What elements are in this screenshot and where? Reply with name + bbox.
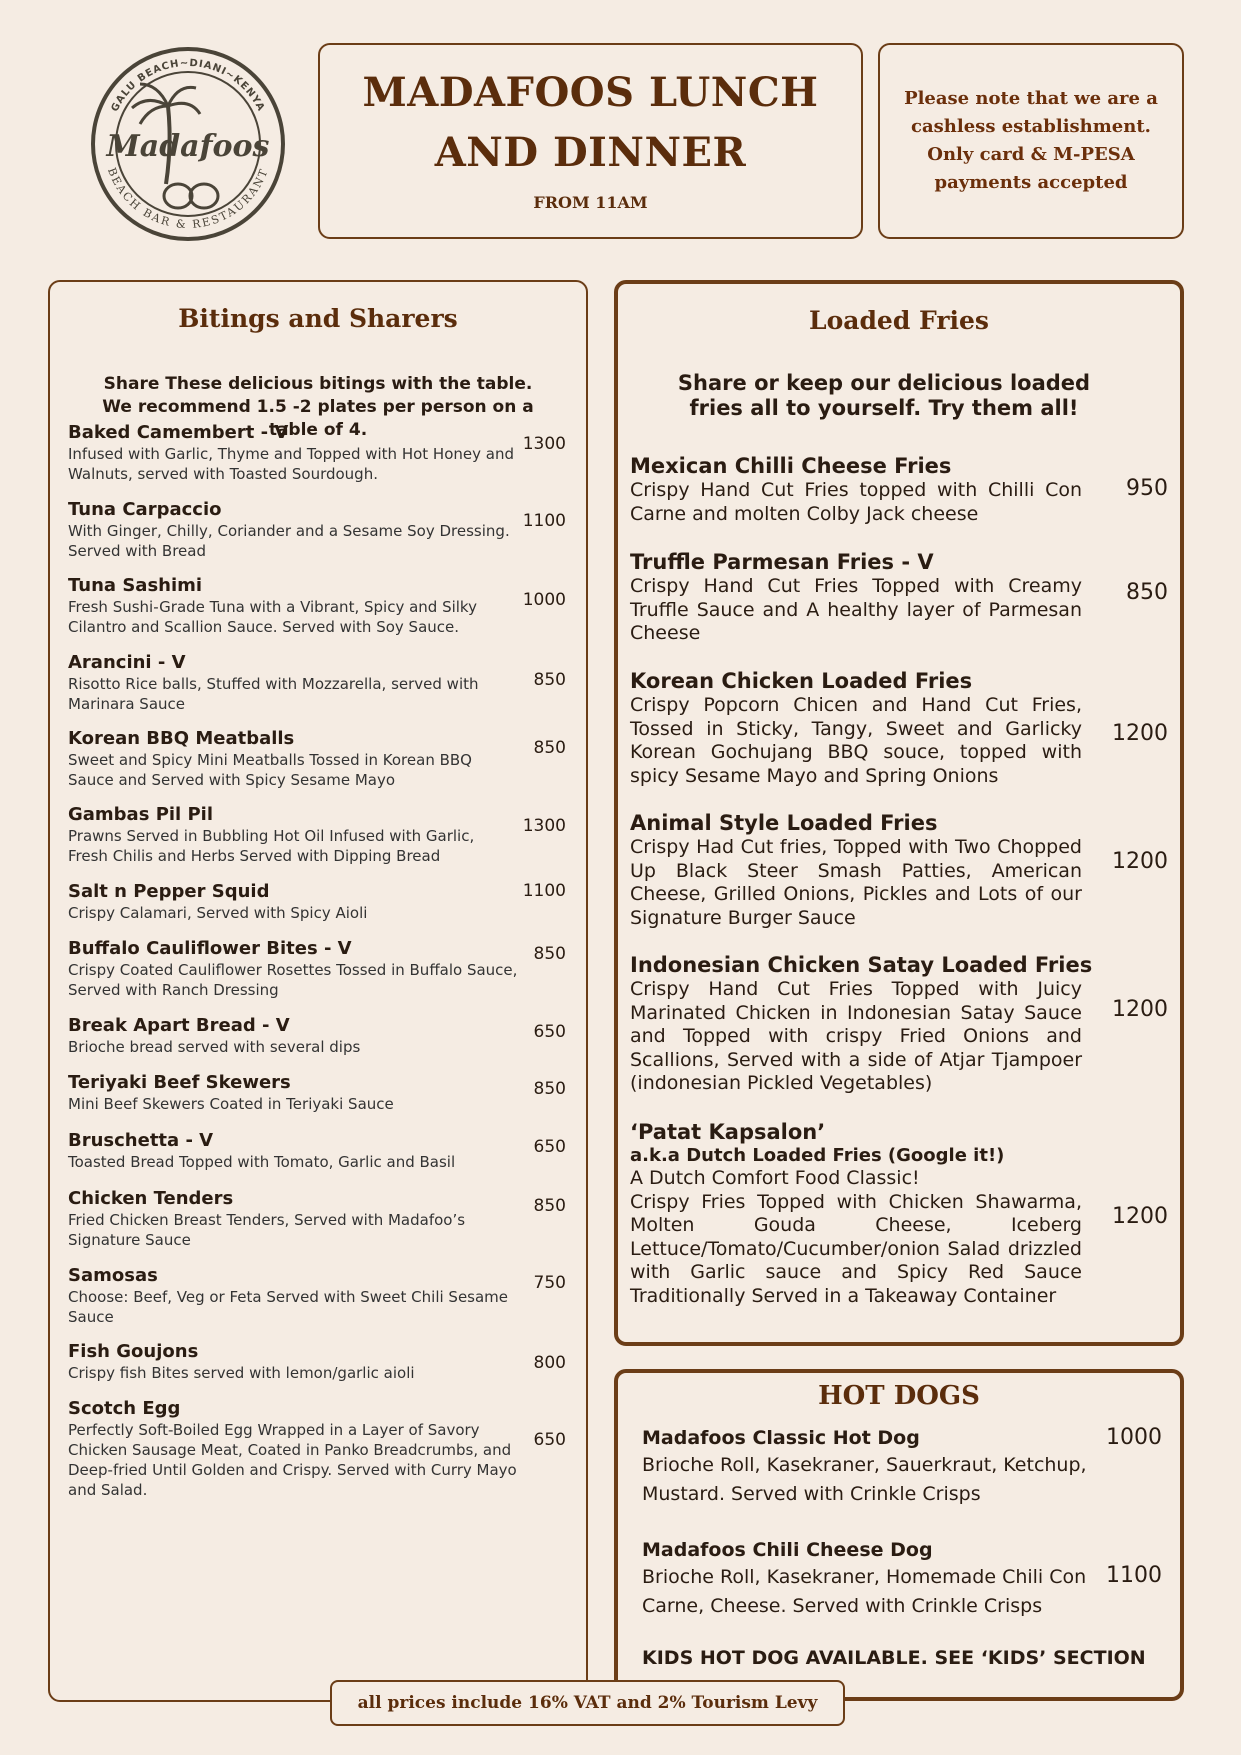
list-item	[68, 1015, 568, 1057]
item-name: Gambas Pil Pil	[68, 804, 214, 825]
item-price: 1300	[522, 434, 566, 454]
item-description: Brioche Roll, Kasekraner, Sauerkraut, Ketchup, Mustard. Served with Crinkle Crisps	[642, 1454, 1087, 1505]
logo-name: Madafoos	[106, 129, 270, 164]
item-price: 850	[533, 670, 566, 690]
item-price: 1200	[1112, 997, 1168, 1022]
item-description-intro: A Dutch Comfort Food Classic!	[630, 1167, 920, 1189]
item-price: 650	[533, 1430, 566, 1450]
item-name: Truffle Parmesan Fries - V	[630, 550, 934, 574]
item-name: Korean BBQ Meatballs	[68, 728, 295, 749]
list-item	[630, 550, 1170, 646]
item-name: Madafoos Chili Cheese Dog	[642, 1539, 933, 1561]
item-price: 650	[533, 1022, 566, 1042]
item-description: Prawns Served in Bubbling Hot Oil Infused with Garlic, Fresh Chilis and Herbs Served with Dipping Bread	[68, 827, 475, 865]
item-description: Infused with Garlic, Thyme and Topped with Hot Honey and Walnuts, served with Toasted Sourdough.	[68, 445, 514, 483]
list-item	[630, 1120, 1170, 1308]
cashless-notice	[878, 43, 1184, 239]
item-name: ‘Patat Kapsalon’	[630, 1120, 826, 1144]
item-description: Crispy Hand Cut Fries topped with Chilli Con Carne and molten Colby Jack cheese	[630, 479, 1082, 525]
item-description: Crispy Hand Cut Fries Topped with Juicy Marinated Chicken in Indonesian Satay Sauce and Topped with crispy Fried Onions and Scallions, Served with a side of Atjar Tjampoer (indonesian Pickled Vegetables)	[630, 978, 1082, 1094]
item-price: 1000	[522, 590, 566, 610]
item-name: Baked Camembert - V	[68, 422, 289, 443]
list-item	[68, 1265, 568, 1327]
item-description: With Ginger, Chilly, Coriander and a Sesame Soy Dressing. Served with Bread	[68, 522, 510, 560]
item-description: Perfectly Soft-Boiled Egg Wrapped in a Layer of Savory Chicken Sausage Meat, Coated in Panko Breadcrumbs, and Deep-fried Until Golden and Crispy. Served with Curry Mayo and Salad.	[68, 1421, 517, 1499]
item-name: Fish Goujons	[68, 1341, 199, 1362]
list-item	[630, 454, 1170, 526]
logo-bottom-text: BEACH BAR & RESTAURANT	[105, 165, 271, 232]
loaded-fries-section	[614, 280, 1184, 1346]
item-name: Chicken Tenders	[68, 1188, 234, 1209]
list-item	[68, 1398, 568, 1500]
list-item	[68, 499, 568, 561]
item-price: 1100	[522, 511, 566, 531]
item-description: Brioche bread served with several dips	[68, 1038, 361, 1056]
item-price: 1200	[1112, 849, 1168, 874]
item-price: 800	[533, 1353, 566, 1373]
item-description: Crispy Had Cut fries, Topped with Two Chopped Up Black Steer Smash Patties, American Cheese, Grilled Onions, Pickles and Lots of our Signature Burger Sauce	[630, 836, 1082, 929]
list-item	[68, 575, 568, 637]
item-description: Fried Chicken Breast Tenders, Served with Madafoo’s Signature Sauce	[68, 1211, 466, 1249]
list-item	[68, 938, 568, 1000]
item-description: Toasted Bread Topped with Tomato, Garlic and Basil	[68, 1153, 456, 1171]
bitings-section	[48, 280, 588, 1702]
item-description: Sweet and Spicy Mini Meatballs Tossed in Korean BBQ Sauce and Served with Spicy Sesame Mayo	[68, 751, 472, 789]
price-footer: all prices include 16% VAT and 2% Tourism Levy	[330, 1680, 845, 1726]
item-price: 1100	[522, 881, 566, 901]
list-item	[642, 1425, 1172, 1509]
item-name: Salt n Pepper Squid	[68, 881, 270, 902]
list-item	[68, 1130, 568, 1172]
item-description: Risotto Rice balls, Stuffed with Mozzarella, served with Marinara Sauce	[68, 675, 479, 713]
item-name: Buffalo Cauliflower Bites - V	[68, 938, 352, 959]
list-item	[68, 1188, 568, 1250]
list-item	[630, 953, 1170, 1096]
item-price: 1200	[1112, 1204, 1168, 1229]
item-name: Teriyaki Beef Skewers	[68, 1072, 291, 1093]
item-price: 750	[533, 1273, 566, 1293]
fries-intro: Share or keep our delicious loaded fries all to yourself. Try them all!	[677, 371, 1091, 420]
hotdogs-title: HOT DOGS	[818, 1381, 980, 1411]
item-description	[630, 1167, 1082, 1308]
item-description: Crispy fish Bites served with lemon/garlic aioli	[68, 1364, 415, 1382]
item-name: Mexican Chilli Cheese Fries	[630, 454, 952, 478]
list-item	[68, 804, 568, 866]
item-name: Arancini - V	[68, 652, 186, 673]
item-price: 850	[533, 1079, 566, 1099]
fries-title: Loaded Fries	[809, 306, 989, 335]
item-name: Indonesian Chicken Satay Loaded Fries	[630, 953, 1093, 977]
item-price: 1300	[522, 816, 566, 836]
bitings-title: Bitings and Sharers	[178, 304, 458, 333]
list-item	[68, 881, 568, 923]
item-price: 1200	[1112, 721, 1168, 746]
cashless-notice-text: Please note that we are a cashless establishment. Only card & M-PESA payments accepted	[904, 88, 1158, 193]
item-price: 850	[533, 1196, 566, 1216]
logo-top-text: GALU BEACH~DIANI~KENYA	[109, 57, 267, 114]
item-name: Bruschetta - V	[68, 1130, 214, 1151]
bitings-intro: Share These delicious bitings with the table. We recommend 1.5 -2 plates per person on a table of 4.	[102, 374, 534, 440]
item-name: Korean Chicken Loaded Fries	[630, 669, 973, 693]
item-description: Brioche Roll, Kasekraner, Homemade Chili Con Carne, Cheese. Served with Crinkle Crisps	[642, 1566, 1087, 1617]
list-item	[68, 728, 568, 790]
item-price: 1000	[1106, 1425, 1162, 1450]
item-name: Madafoos Classic Hot Dog	[642, 1427, 920, 1449]
item-description: Mini Beef Skewers Coated in Teriyaki Sauce	[68, 1095, 394, 1113]
list-item	[68, 1072, 568, 1114]
item-price: 850	[533, 944, 566, 964]
restaurant-logo	[88, 44, 288, 244]
menu-subtitle: FROM 11AM	[533, 193, 648, 212]
item-price: 950	[1126, 476, 1168, 501]
item-name: Break Apart Bread - V	[68, 1015, 290, 1036]
list-item	[630, 811, 1170, 930]
item-description: Crispy Hand Cut Fries Topped with Creamy Truffle Sauce and A healthy layer of Parmesan Cheese	[630, 575, 1082, 644]
item-price: 850	[1126, 580, 1168, 605]
item-name: Animal Style Loaded Fries	[630, 811, 938, 835]
menu-title: MADAFOOS LUNCH AND DINNER	[362, 69, 819, 176]
item-description: Crispy Popcorn Chicen and Hand Cut Fries, Tossed in Sticky, Tangy, Sweet and Garlicky Korean Gochujang BBQ souce, topped with spicy Sesame Mayo and Spring Onions	[630, 694, 1082, 787]
hot-dogs-section	[614, 1369, 1184, 1701]
item-price: 850	[533, 738, 566, 758]
item-name: Scotch Egg	[68, 1398, 181, 1419]
list-item	[68, 422, 568, 484]
list-item	[642, 1537, 1172, 1621]
item-description: Fresh Sushi-Grade Tuna with a Vibrant, Spicy and Silky Cilantro and Scallion Sauce. Served with Soy Sauce.	[68, 598, 477, 636]
title-panel	[318, 43, 863, 239]
item-description: Crispy Calamari, Served with Spicy Aioli	[68, 904, 368, 922]
item-name: Samosas	[68, 1265, 158, 1286]
kids-hot-dog-note: KIDS HOT DOG AVAILABLE. SEE ‘KIDS’ SECTION	[642, 1647, 1146, 1669]
list-item	[630, 669, 1170, 788]
item-description: Crispy Coated Cauliflower Rosettes Tossed in Buffalo Sauce, Served with Ranch Dressing	[68, 961, 518, 999]
item-subtitle: a.k.a Dutch Loaded Fries (Google it!)	[630, 1145, 1005, 1166]
item-price: 1100	[1106, 1563, 1162, 1588]
list-item	[68, 652, 568, 714]
item-price: 650	[533, 1137, 566, 1157]
list-item	[68, 1341, 568, 1383]
item-name: Tuna Sashimi	[68, 575, 203, 596]
item-name: Tuna Carpaccio	[68, 499, 222, 520]
item-description-body: Crispy Fries Topped with Chicken Shawarma, Molten Gouda Cheese, Iceberg Lettuce/Tomato/Cucumber/onion Salad drizzled with Garlic sauce and Spicy Red Sauce Traditionally Served in a Takeaway Container	[630, 1190, 1082, 1307]
item-description: Choose: Beef, Veg or Feta Served with Sweet Chili Sesame Sauce	[68, 1288, 509, 1326]
